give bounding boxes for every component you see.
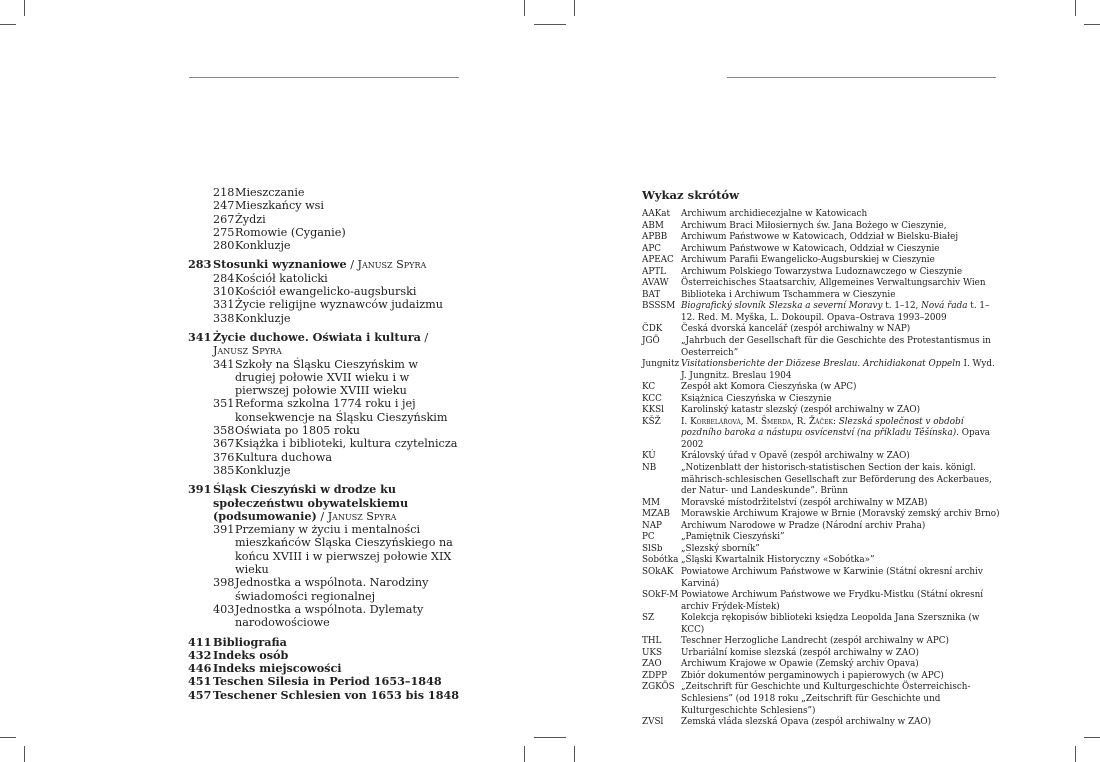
abbreviation-key: KC <box>642 382 656 393</box>
abbreviation-key: APTL <box>642 266 666 277</box>
toc-tail-page: 457 <box>188 687 212 702</box>
abbreviation-key: SZ <box>642 613 655 624</box>
abbreviation-key: NAP <box>642 520 662 531</box>
toc-item-page: 403 <box>213 602 235 616</box>
toc-section-page: 283 <box>188 257 212 272</box>
toc-item-page: 280 <box>213 239 235 253</box>
crop-mark <box>1084 737 1100 738</box>
toc-item-text: Romowie (Cyganie) <box>235 225 346 239</box>
toc-item <box>213 199 460 212</box>
toc-tail-page: 446 <box>188 661 212 676</box>
toc-tail-text: Indeks osób <box>213 647 289 662</box>
abbreviation-text: t. 1–12. Red. M. Myška, L. Dokoupil. Opava–Ostrava 1993–2009 <box>681 301 990 323</box>
abbreviations-list <box>642 188 1002 729</box>
abbreviation-key: SlSb <box>642 543 663 554</box>
abbreviation-row <box>642 232 1002 244</box>
header-rule-left <box>189 77 459 78</box>
abbreviation-expansion: Kolekcja rękopisów biblioteki księdza Leopolda Jana Szersznika (w KCC) <box>681 613 980 635</box>
crop-mark <box>1075 0 1076 16</box>
toc-tail-page: 451 <box>188 674 212 689</box>
toc-tail-text: Teschener Schlesien von 1653 bis 1848 <box>213 687 460 702</box>
abbreviation-row <box>642 648 1002 660</box>
toc-section-title: Śląsk Cieszyński w drodze ku społeczeństwu obywatelskiemu (podsumowanie) <box>213 482 409 523</box>
abbreviation-text: t. 1–12, <box>882 301 922 312</box>
toc-tail-page: 411 <box>188 634 212 649</box>
abbreviation-row <box>642 521 1002 533</box>
abbreviation-key: PC <box>642 532 655 543</box>
toc-section-heading <box>213 258 460 271</box>
abbreviation-italic-text: Slezská společnost v období pozdního baroka a nástupu osvícenství (na příkladu Těšínska) <box>681 416 964 439</box>
toc-item <box>213 397 460 424</box>
toc-item <box>213 298 460 311</box>
abbreviation-expansion: „Zeitschrift für Geschichte und Kulturgeschichte Österreichisch-Schlesiens” (od 1918 roku „Zeitschrift für Geschichte und Kulturgeschichte Schlesiens”) <box>681 682 971 716</box>
toc-item-page: 391 <box>213 523 235 537</box>
toc-item-page: 331 <box>213 298 235 312</box>
toc-section-heading <box>213 331 460 358</box>
abbreviation-row <box>642 682 1002 717</box>
toc-item <box>213 272 460 285</box>
abbreviation-expansion: Österreichisches Staatsarchiv, Allgemeines Verwaltungsarchiv Wien <box>681 278 986 289</box>
toc-item-text: Konkluzje <box>235 239 291 253</box>
toc-item <box>213 523 460 576</box>
abbreviation-row <box>642 209 1002 221</box>
abbreviation-expansion: Archiwum Narodowe w Pradze (Národní archiv Praha) <box>681 520 926 531</box>
abbreviation-expansion: Zemská vláda slezská Opava (zespół archiwalny w ZAO) <box>681 717 932 728</box>
abbreviation-expansion: Biblioteka i Archiwum Tschammera w Cieszynie <box>681 289 896 300</box>
crop-mark <box>574 0 575 16</box>
abbreviation-row <box>642 463 1002 498</box>
abbreviation-text: Šmerda <box>761 416 792 427</box>
abbreviation-row <box>642 544 1002 556</box>
toc-section <box>188 258 460 324</box>
toc-item <box>213 285 460 298</box>
abbreviation-row <box>642 590 1002 613</box>
toc-item-text: Szkoły na Śląsku Cieszyńskim w drugiej połowie XVII wieku i w pierwszej połowie XVIII wieku <box>235 357 418 398</box>
abbreviation-key: JGÖ <box>642 336 660 347</box>
abbreviation-text: I. Wyd. J. Jungnitz. Breslau 1904 <box>681 359 995 381</box>
toc-item <box>213 213 460 226</box>
toc-item-text: Jednostka a wspólnota. Narodziny świadomości regionalnej <box>235 576 429 603</box>
abbreviation-text: Žáček <box>809 416 833 427</box>
abbreviation-expansion: Morawskie Archiwum Krajowe w Brnie (Moravský zemský archiv Brno) <box>681 509 1000 520</box>
abbreviation-key: ZAO <box>642 659 662 670</box>
abbreviation-expansion: „Pamiętnik Cieszyński” <box>681 532 785 543</box>
abbreviation-row <box>642 267 1002 279</box>
abbreviations-title: Wykaz skrótów <box>642 188 740 202</box>
toc-section-page: 391 <box>188 482 212 497</box>
crop-mark <box>524 0 525 16</box>
toc-section-author: / Janusz Spyra <box>316 509 397 523</box>
toc-item-page: 247 <box>213 199 235 213</box>
abbreviation-expansion: Archiwum archidiecezjalne w Katowicach <box>681 209 868 219</box>
abbreviation-row <box>642 359 1002 382</box>
toc-item-text: Książka i biblioteki, kultura czytelnicza <box>235 437 458 451</box>
toc-tail-text: Teschen Silesia in Period 1653–1848 <box>213 674 442 689</box>
abbreviation-expansion: Karolinský katastr slezský (zespół archiwalny w ZAO) <box>681 405 921 416</box>
header-rule-right <box>727 77 996 78</box>
abbreviation-text: Korbelářová <box>690 416 741 427</box>
toc-item <box>213 603 460 630</box>
abbreviation-key: AVAW <box>642 278 669 289</box>
abbreviation-row <box>642 244 1002 256</box>
toc-item-text: Kościół ewangelicko-augsburski <box>235 285 417 299</box>
abbreviation-key: MM <box>642 497 661 508</box>
abbreviation-row <box>642 382 1002 394</box>
abbreviation-expansion: Česká dvorská kancelář (zespół archiwalny w NAP) <box>681 324 911 335</box>
crop-mark <box>574 746 575 762</box>
abbreviation-expansion: Teschner Herzogliche Landrecht (zespół archiwalny w APC) <box>681 636 949 647</box>
abbreviation-text: : <box>832 416 839 427</box>
toc-item <box>213 312 460 325</box>
abbreviation-expansion: Powiatowe Archiwum Państwowe we Frydku-Mistku (Státní okresní archiv Frýdek-Místek) <box>681 590 984 612</box>
toc-item-page: 275 <box>213 225 235 239</box>
abbreviation-key: UKS <box>642 647 663 658</box>
abbreviation-key: Jungnitz <box>642 359 680 370</box>
abbreviation-row <box>642 221 1002 233</box>
toc-item <box>213 576 460 603</box>
crop-mark <box>534 24 566 25</box>
crop-mark <box>0 737 16 738</box>
abbreviation-row <box>642 301 1002 324</box>
abbreviation-row <box>642 532 1002 544</box>
toc-item-text: Przemiany w życiu i mentalności mieszkańców Śląska Cieszyńskiego na końcu XVIII i w pierwszej połowie XIX wieku <box>235 523 453 577</box>
toc-section <box>188 483 460 629</box>
abbreviation-expansion: Zespół akt Komora Cieszyńska (w APC) <box>681 382 857 393</box>
toc-section-heading <box>213 483 460 523</box>
toc-item <box>213 451 460 464</box>
abbreviation-expansion: Zbiór dokumentów pergaminowych i papierowych (w APC) <box>681 670 944 681</box>
abbreviation-key: ČDK <box>642 324 663 335</box>
toc-item-page: 218 <box>213 186 235 199</box>
toc-tail-item <box>188 689 460 702</box>
abbreviation-row <box>642 394 1002 406</box>
toc-item <box>213 186 460 199</box>
toc-tail-text: Indeks miejscowości <box>213 661 342 676</box>
crop-mark <box>1084 24 1100 25</box>
toc-item-text: Konkluzje <box>235 463 291 477</box>
abbreviation-key: NB <box>642 463 657 474</box>
abbreviation-row <box>642 290 1002 302</box>
abbreviation-expansion: Archiwum Państwowe w Katowicach, Oddział w Bielsku-Białej <box>681 232 959 243</box>
abbreviation-expansion: „Slezský sborník” <box>681 543 760 554</box>
abbreviation-text: , R. <box>791 416 810 427</box>
toc-item-text: Konkluzje <box>235 311 291 325</box>
abbreviation-italic-text: Visitationsberichte der Diözese Breslau. Archidiakonat Oppeln <box>681 359 961 370</box>
abbreviation-expansion <box>681 417 1002 452</box>
abbreviation-row <box>642 324 1002 336</box>
abbreviation-key: SOkF-M <box>642 590 679 601</box>
toc-item <box>213 437 460 450</box>
abbreviation-row <box>642 417 1002 452</box>
toc-item <box>213 226 460 239</box>
toc-item-text: Mieszkańcy wsi <box>235 199 324 213</box>
abbreviation-row <box>642 255 1002 267</box>
toc-item-text: Życie religijne wyznawców judaizmu <box>235 298 443 312</box>
abbreviation-italic-text: Biografický slovník Slezska a severní Moravy <box>681 301 883 312</box>
abbreviation-row <box>642 555 1002 567</box>
toc-item-page: 310 <box>213 285 235 299</box>
abbreviation-row <box>642 498 1002 510</box>
abbreviation-key: KKSl <box>642 405 664 416</box>
toc-item-page: 376 <box>213 450 235 464</box>
toc-item <box>213 424 460 437</box>
abbreviation-key: ZVSl <box>642 717 664 728</box>
abbreviation-expansion: „Notizenblatt der historisch-statistischen Section der kais. königl. mährisch-schlesischen Gesellschaft zur Beförderung des Ackerbaues, der Natur- und Landeskunde”. Brünn <box>681 463 992 497</box>
toc-item-page: 338 <box>213 311 235 325</box>
toc-section-title: Życie duchowe. Oświata i kultura <box>213 329 421 344</box>
abbreviation-expansion: Královský úřad v Opavě (zespół archiwalny w ZAO) <box>681 451 910 462</box>
toc-item-page: 267 <box>213 212 235 226</box>
abbreviation-key: ZDPP <box>642 670 668 681</box>
crop-mark <box>24 746 25 762</box>
abbreviation-key: SOkAK <box>642 566 674 577</box>
toc-item-page: 398 <box>213 576 235 590</box>
abbreviation-expansion <box>681 301 1002 324</box>
abbreviation-key: BSSSM <box>642 301 676 312</box>
abbreviation-row <box>642 405 1002 417</box>
abbreviation-row <box>642 336 1002 359</box>
crop-mark <box>534 737 566 738</box>
toc-section-title: Stosunki wyznaniowe <box>213 257 347 272</box>
abbreviation-italic-text: Nová řada <box>921 301 968 312</box>
abbreviation-key: Sobótka <box>642 555 679 566</box>
toc-item-text: Jednostka a wspólnota. Dylematy narodowościowe <box>235 602 424 630</box>
toc-section-page: 341 <box>188 329 212 344</box>
abbreviation-expansion: Archiwum Państwowe w Katowicach, Oddział w Cieszynie <box>681 243 940 254</box>
toc-item-page: 351 <box>213 397 235 411</box>
abbreviation-expansion: „Jahrbuch der Gesellschaft für die Geschichte des Protestantismus in Oesterreich” <box>681 336 991 358</box>
abbreviation-text: . Opava 2002 <box>681 428 991 450</box>
abbreviation-text: , M. <box>740 416 761 427</box>
abbreviation-key: MZAB <box>642 509 670 520</box>
toc-tail-text: Bibliografia <box>213 634 287 649</box>
abbreviation-key: AAKat <box>642 209 671 219</box>
table-of-contents <box>188 186 460 702</box>
abbreviation-key: APEAC <box>642 255 674 266</box>
toc-tail-item <box>188 675 460 688</box>
toc-tail-page: 432 <box>188 647 212 662</box>
toc-item-text: Żydzi <box>235 212 266 226</box>
abbreviation-row <box>642 509 1002 521</box>
abbreviation-expansion: Archiwum Parafii Ewangelicko-Augsburskiej w Cieszynie <box>681 255 935 266</box>
abbreviation-key: THL <box>642 636 662 647</box>
abbreviation-key: KŠŽ <box>642 416 661 427</box>
toc-item-page: 367 <box>213 437 235 451</box>
abbreviation-expansion: Moravské místodržitelství (zespół archiwalny w MZAB) <box>681 497 928 508</box>
abbreviation-key: ABM <box>642 220 664 231</box>
abbreviations-rows <box>642 209 1002 729</box>
abbreviation-row <box>642 278 1002 290</box>
abbreviation-key: KÚ <box>642 451 656 462</box>
abbreviation-key: ZGKÖS <box>642 682 675 693</box>
abbreviation-text: I. <box>681 416 691 427</box>
toc-item-text: Oświata po 1805 roku <box>235 424 361 438</box>
crop-mark <box>24 0 25 16</box>
abbreviation-row <box>642 567 1002 590</box>
toc-pre-group <box>188 186 460 252</box>
toc-item <box>213 464 460 477</box>
toc-item-text: Kościół katolicki <box>235 271 328 285</box>
toc-item-page: 358 <box>213 424 235 438</box>
toc-section-author: / Janusz Spyra <box>346 258 427 272</box>
toc-item <box>213 239 460 252</box>
abbreviation-row <box>642 659 1002 671</box>
crop-mark <box>524 746 525 762</box>
toc-item-page: 385 <box>213 463 235 477</box>
abbreviation-row <box>642 671 1002 683</box>
toc-section-author: / Janusz Spyra <box>213 330 429 358</box>
toc-tail-item <box>188 636 460 649</box>
crop-mark <box>0 24 16 25</box>
abbreviation-key: APC <box>642 243 662 254</box>
toc-item-page: 284 <box>213 271 235 285</box>
toc-item-text: Mieszczanie <box>235 186 305 199</box>
toc-item-text: Kultura duchowa <box>235 450 332 464</box>
abbreviation-row <box>642 451 1002 463</box>
toc-item-page: 341 <box>213 357 235 371</box>
abbreviation-key: APBB <box>642 232 668 243</box>
toc-section <box>188 331 460 477</box>
abbreviation-row <box>642 717 1002 729</box>
crop-mark <box>1075 746 1076 762</box>
abbreviation-expansion: „Śląski Kwartalnik Historyczny «Sobótka»” <box>681 555 875 566</box>
abbreviation-expansion: Archiwum Polskiego Towarzystwa Ludoznawczego w Cieszynie <box>681 266 963 277</box>
abbreviation-row <box>642 613 1002 636</box>
toc-tail-item <box>188 662 460 675</box>
abbreviation-expansion: Książnica Cieszyńska w Cieszynie <box>681 393 832 404</box>
toc-item-text: Reforma szkolna 1774 roku i jej konsekwencje na Śląsku Cieszyńskim <box>235 397 448 424</box>
abbreviation-row <box>642 636 1002 648</box>
abbreviation-key: KCC <box>642 393 662 404</box>
abbreviation-expansion: Urbariální komise slezská (zespół archiwalny w ZAO) <box>681 647 919 658</box>
toc-tail-item <box>188 649 460 662</box>
abbreviation-key: BAT <box>642 289 661 300</box>
abbreviation-expansion: Powiatowe Archiwum Państwowe w Karwinie (Státní okresní archiv Karviná) <box>681 566 983 589</box>
abbreviation-expansion: Archiwum Braci Miłosiernych św. Jana Bożego w Cieszynie, <box>681 220 947 231</box>
abbreviation-expansion: Archiwum Krajowe w Opawie (Zemský archiv Opava) <box>681 659 919 670</box>
abbreviation-expansion <box>681 359 1002 382</box>
toc-item <box>213 358 460 398</box>
